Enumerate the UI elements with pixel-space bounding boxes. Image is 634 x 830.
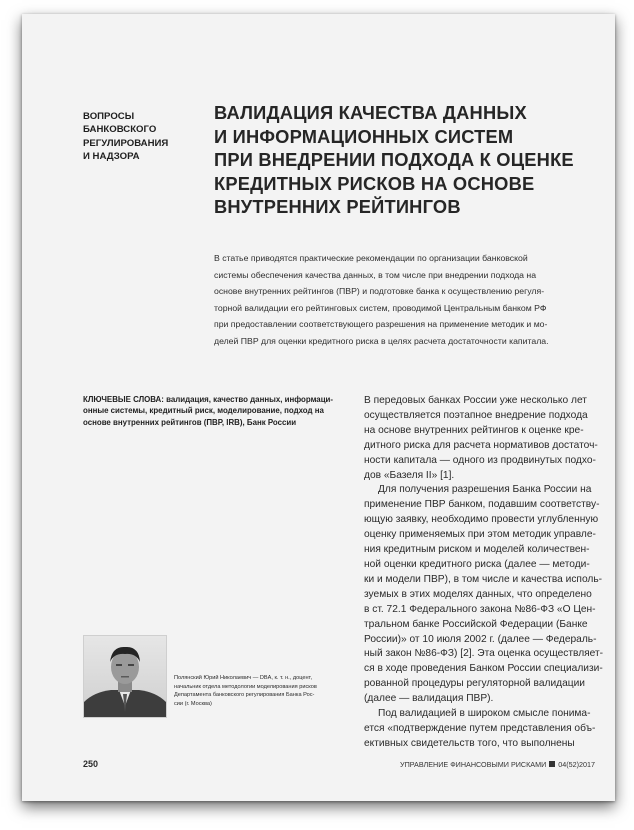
body-line: Для получения разрешения Банка России на <box>378 484 592 496</box>
author-line: сии (г. Москва) <box>174 700 212 707</box>
square-bullet-icon <box>549 761 555 767</box>
body-line: ющую заявку, необходимо провести углубленную <box>364 514 599 526</box>
body-line: зуемых в этих моделях данных, что определено <box>364 588 592 600</box>
section-label-line: И НАДЗОРА <box>83 150 140 162</box>
body-line: Под валидацией в широком смысле понима- <box>378 708 591 720</box>
body-line: рованной процедуры регуляторной валидации <box>364 678 585 690</box>
journal-issue: 04(52)2017 <box>558 760 596 769</box>
body-line: в ст. 72.1 Федерального закона №86-ФЗ «О Цен- <box>364 603 596 615</box>
author-line: Полянский Юрий Николаевич — DBA, к. т. н., доцент, <box>174 675 313 681</box>
body-line: ся в ходе проведения Банком России специализи- <box>364 663 603 675</box>
body-line: ки и модели ПВР), в том числе и качества исполь- <box>364 573 603 585</box>
author-info <box>174 674 344 708</box>
body-line: осуществляется поэтапное внедрение подхода <box>364 409 588 421</box>
author-line: Департамента банковского регулирования Банка Рос- <box>174 692 315 699</box>
body-line: ется «подтверждение путем представления объ- <box>364 722 596 734</box>
section-label-line: ВОПРОСЫ БАНКОВСКОГО <box>83 111 157 136</box>
abstract-line: основе внутренних рейтингов (ПВР) и подготовке банка к осуществлению регуля- <box>214 286 545 297</box>
article-title <box>214 101 604 219</box>
author-line: начальник отдела методологии моделирования рисков <box>174 683 317 690</box>
abstract-line: системы обеспечения качества данных, в том числе при внедрении подхода на <box>214 269 537 280</box>
keywords-line: основе внутренних рейтингов (ПВР, IRB), Банк России <box>83 417 297 427</box>
title-line: И ИНФОРМАЦИОННЫХ СИСТЕМ <box>214 125 514 147</box>
title-line: ВАЛИДАЦИЯ КАЧЕСТВА ДАННЫХ <box>214 102 527 123</box>
body-line: ния кредитным риском и моделей количествен- <box>364 544 590 556</box>
abstract-line: при предоставлении соответствующего разрешения на применение методик и мо- <box>214 319 548 330</box>
title-line: ПРИ ВНЕДРЕНИИ ПОДХОДА К ОЦЕНКЕ <box>214 149 574 170</box>
author-photo <box>83 635 167 718</box>
body-line: России)» от 10 июля 2002 г. (далее — Федераль- <box>364 633 597 645</box>
abstract <box>214 250 587 350</box>
keywords-line: КЛЮЧЕВЫЕ СЛОВА: валидация, качество данных, информаци- <box>83 395 334 404</box>
title-line: КРЕДИТНЫХ РИСКОВ НА ОСНОВЕ <box>214 172 535 194</box>
article-page <box>22 14 615 801</box>
body-line: на основе внутренних рейтингов к оценке кре- <box>364 424 584 436</box>
keywords-line: онные системы, кредитный риск, моделирование, подход на <box>83 406 324 416</box>
abstract-line: делей ПВР для оценки кредитного риска в целях расчета достаточности капитала. <box>214 335 549 346</box>
section-label-line: РЕГУЛИРОВАНИЯ <box>83 137 169 149</box>
body-line: дов «Базеля II» [1]. <box>364 469 455 481</box>
body-line: ности капитала — одного из продвинутых подхо- <box>364 454 596 466</box>
body-text <box>364 394 604 752</box>
body-line: В передовых банках России уже несколько лет <box>364 395 587 406</box>
abstract-line: торной валидации его рейтинговых систем, проводимой Центральным банком РФ <box>214 302 547 313</box>
body-line: дитного риска для расчета нормативов достаточ- <box>364 439 598 451</box>
body-line: ной оценки кредитного риска (далее — методи- <box>364 558 590 570</box>
body-line: ективных свидетельств того, что выполнены <box>364 737 575 749</box>
body-line: тральном банке Российской Федерации (Банке <box>364 618 588 630</box>
journal-name: УПРАВЛЕНИЕ ФИНАНСОВЫМИ РИСКАМИ <box>400 760 547 769</box>
abstract-line: В статье приводятся практические рекомендации по организации банковской <box>214 253 528 263</box>
portrait-photo-icon <box>84 636 166 717</box>
body-line: (далее — валидация ПВР). <box>364 693 494 705</box>
body-line: применение ПВР банком, подавшим соответству- <box>364 499 600 511</box>
page-number: 250 <box>83 759 99 769</box>
body-line: ный закон №86-ФЗ) [2]. Эта оценка осуществляет- <box>364 648 604 660</box>
section-label <box>83 110 203 163</box>
title-line: ВНУТРЕННИХ РЕЙТИНГОВ <box>214 196 461 217</box>
journal-footer <box>400 760 595 769</box>
body-line: оценку применяемых при этом методик управле- <box>364 529 596 541</box>
keywords <box>83 394 337 428</box>
